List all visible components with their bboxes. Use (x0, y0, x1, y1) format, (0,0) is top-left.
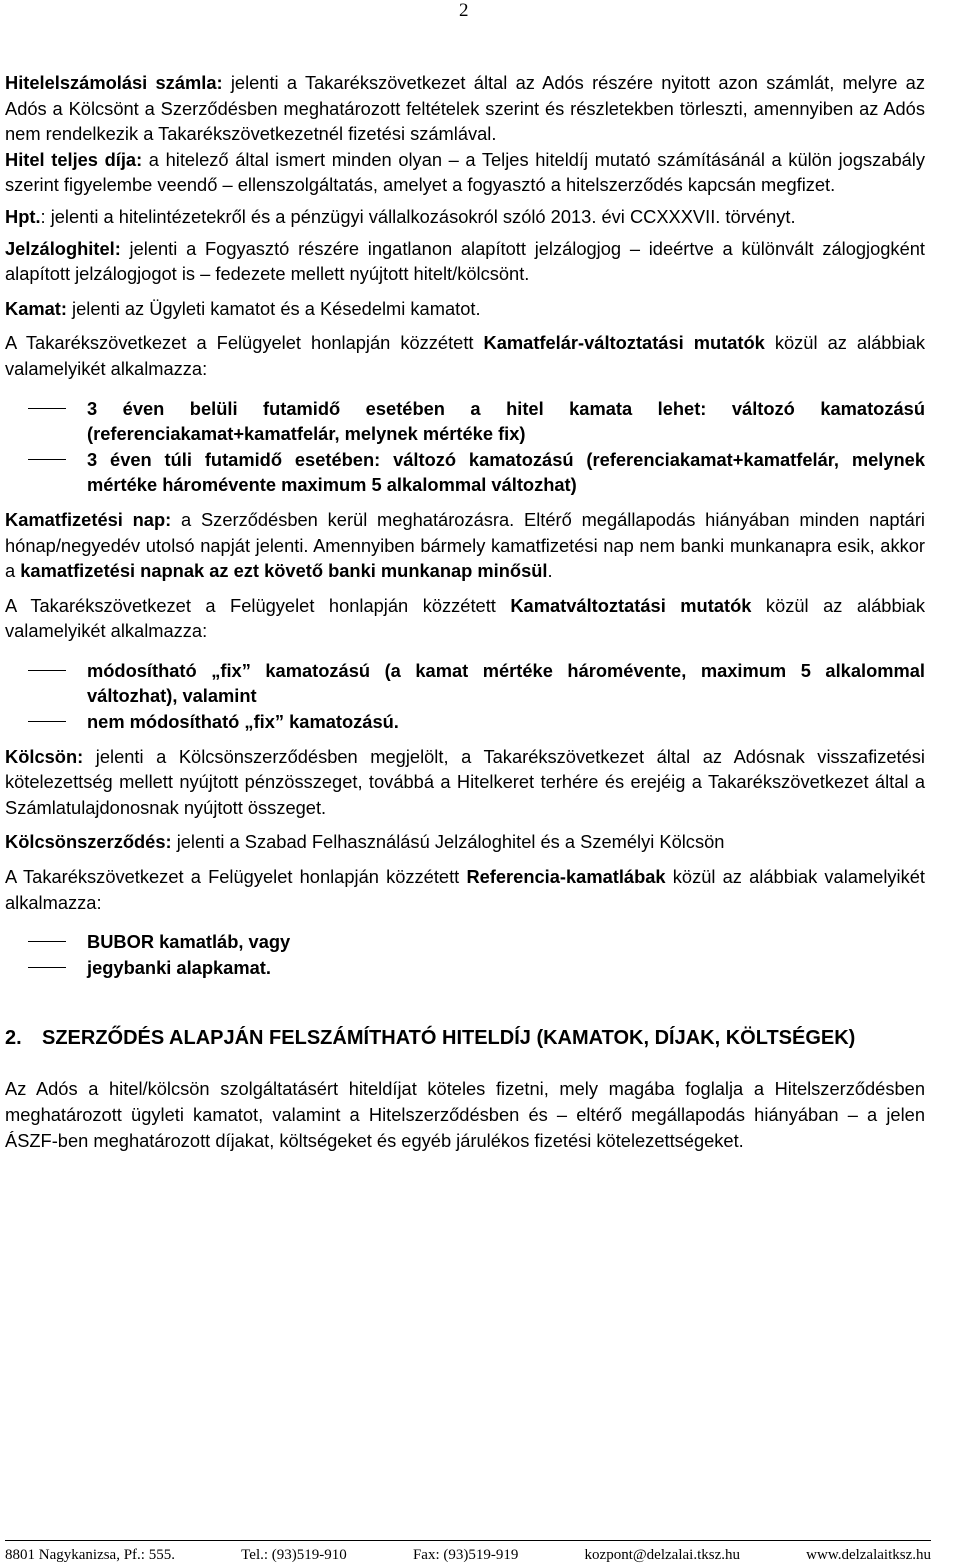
definition-text: jelenti a Kölcsönszerződésben megjelölt, a Takarékszövetkezet által az Adósnak visszafizetési kötelezettség mellett nyújtott pénzösszeget, továbbá a Hitelkeret terhére és erejéig a Takarékszövetkezet által a Számlatulajdonosnak nyújtott összeget. (5, 745, 925, 818)
list-item-text: BUBOR kamatláb, vagy (87, 931, 291, 953)
footer-email: kozpont@delzalai.tksz.hu (584, 1547, 740, 1563)
definition-text: jelenti a Takarékszövetkezet által az Adós részére nyitott azon számlát, melyre az Adós a Kölcsönt a Szerződésben meghatározott feltételek szerint és részletekben törleszti, amennyiben az Adós nem rendelkezik a Takarékszövetkezetnél fizetési számlával. (5, 72, 925, 145)
dash-bullet (28, 941, 66, 942)
definition-hpt (5, 204, 925, 230)
definition-text: : jelenti a hitelintézetekről és a pénzügyi vállalkozásokról szóló 2013. évi CCXXXVII. törvényt. (40, 205, 796, 227)
list-item-text: nem módosítható „fix” kamatozású. (87, 711, 399, 733)
definition-text: . (547, 560, 553, 582)
intro-text: A Takarékszövetkezet a Felügyelet honlapján közzétett (5, 332, 484, 354)
term: Jelzáloghitel: (5, 237, 121, 259)
definition-hitel-teljes-dija (5, 147, 925, 198)
document-body (5, 70, 925, 1153)
page-footer (5, 1540, 931, 1564)
intro-text: A Takarékszövetkezet a Felügyelet honlapján közzétett (5, 594, 511, 616)
term: Kölcsönszerződés: (5, 831, 172, 853)
dash-bullet (28, 670, 66, 671)
footer-web: www.delzalaitksz.hu (806, 1547, 931, 1563)
intro-term: Kamatváltoztatási mutatók (510, 594, 752, 616)
intro-text: közül az alábbiak valamelyikét alkalmazza: (5, 594, 925, 642)
list-item-text: módosítható „fix” kamatozású (a kamat mértéke háromévente, maximum 5 alkalommal változhat), valamint (87, 659, 925, 707)
section-number: 2. (5, 1027, 22, 1050)
definition-kamat (5, 296, 925, 322)
definition-emphasis: kamatfizetési napnak az ezt követő banki munkanap minősül (20, 560, 548, 582)
list-item-text: 3 éven túli futamidő esetében: változó kamatozású (referenciakamat+kamatfelár, melynek mértéke háromévente maximum 5 alkalommal változhat) (87, 448, 925, 496)
dash-bullet (28, 459, 66, 460)
intro-text: A Takarékszövetkezet a Felügyelet honlapján közzétett (5, 866, 467, 888)
referencia-list (5, 929, 925, 980)
definition-kolcson (5, 744, 925, 821)
definition-kamatfizetesi-nap (5, 507, 925, 584)
list-item-text: 3 éven belüli futamidő esetében a hitel kamata lehet: változó kamatozású (referenciakamat+kamatfelár, melynek mértéke fix) (87, 397, 925, 445)
intro-term: Referencia-kamatlábak (466, 866, 666, 888)
list-item (5, 709, 925, 735)
list-item (5, 658, 925, 709)
kamatvaltoztatasi-list (5, 658, 925, 735)
definition-text: jelenti a Fogyasztó részére ingatlanon alapított jelzálogjog – ideértve a különvált zálogjogként alapított jelzálogjogot is – fedezete mellett nyújtott hitelt/kölcsönt. (5, 237, 925, 285)
term: Kamat: (5, 297, 67, 319)
footer-fax: Fax: (93)519-919 (412, 1547, 519, 1563)
term: Kamatfizetési nap: (5, 508, 172, 530)
kamatvaltoztatasi-intro (5, 593, 925, 644)
list-item (5, 929, 925, 955)
definition-text: jelenti a Szabad Felhasználású Jelzáloghitel és a Személyi Kölcsön (171, 831, 725, 853)
kamatfelar-list (5, 396, 925, 498)
list-item (5, 447, 925, 498)
definition-kolcsonszerzodes (5, 829, 925, 855)
definition-jelzaloghitel (5, 236, 925, 287)
intro-text: közül az alábbiak valamelyikét alkalmazza: (5, 866, 925, 913)
list-item-text: jegybanki alapkamat. (87, 956, 271, 978)
term: Hitelelszámolási számla: (5, 72, 223, 93)
term: Hpt. (5, 205, 41, 227)
definition-hitelelszamolasi-szamla (5, 70, 925, 147)
section-heading (5, 1024, 925, 1052)
definition-text: a Szerződésben kerül meghatározásra. Eltérő megállapodás hiányában minden naptári hónap/negyedév utolsó napját jelenti. Amennyiben bármely kamatfizetési nap nem banki munkanapra esik, akkor a (5, 508, 925, 582)
footer-tel: Tel.: (93)519-910 (241, 1547, 347, 1563)
term: Kölcsön: (5, 745, 84, 767)
intro-text: közül az alábbiak valamelyikét alkalmazza: (5, 332, 925, 379)
list-item (5, 955, 925, 981)
page-number: 2 (459, 0, 469, 21)
dash-bullet (28, 408, 66, 409)
term: Hitel teljes díja: (5, 148, 143, 170)
section-title: SZERZŐDÉS ALAPJÁN FELSZÁMÍTHATÓ HITELDÍJ (KAMATOK, DÍJAK, KÖLTSÉGEK) (42, 1027, 856, 1050)
definition-text: a hitelező által ismert minden olyan – a Teljes hiteldíj mutató számításánál a külön jogszabály szerint figyelembe veendő – ellenszolgáltatás, amelyet a fogyasztó a hitelszerződés kapcsán megfizet. (5, 148, 925, 196)
kamatfelar-intro (5, 330, 925, 381)
definition-text: jelenti az Ügyleti kamatot és a Késedelmi kamatot. (66, 297, 481, 319)
referencia-intro (5, 864, 925, 915)
dash-bullet (28, 721, 66, 722)
footer-address: 8801 Nagykanizsa, Pf.: 555. (5, 1547, 175, 1563)
list-item (5, 396, 925, 447)
dash-bullet (28, 967, 66, 968)
section-body: Az Adós a hitel/kölcsön szolgáltatásért hiteldíjat köteles fizetni, mely magába foglalja a Hitelszerződésben meghatározott ügyleti kamatot, valamint a Hitelszerződésben és – eltérő megállapodás hiányában – a jelen ÁSZF-ben meghatározott díjakat, költségeket és egyéb járulékos fizetési kötelezettségeket. (5, 1078, 925, 1151)
intro-term: Kamatfelár-változtatási mutatók (483, 332, 765, 354)
